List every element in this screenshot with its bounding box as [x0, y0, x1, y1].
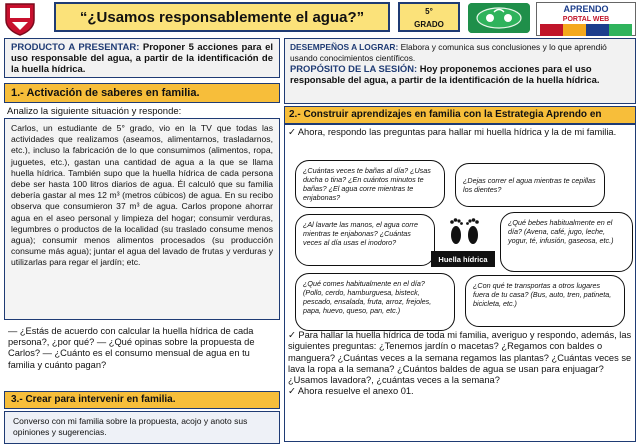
product-label: PRODUCTO A PRESENTAR: — [11, 42, 140, 53]
question-bubble-teeth: ¿Dejas correr el agua mientras te cepillas los dientes? — [455, 163, 605, 207]
question-bubble-bath: ¿Cuántas veces te bañas al día? ¿Usas ducha o tina? ¿En cuántos minutos te bañas? ¿El agua corre mientras te enjabonas? — [295, 160, 445, 208]
section3-title: 3.- Crear para intervenir en familia. — [11, 394, 176, 405]
section3-body — [4, 411, 280, 444]
section2-intro: ✓ Ahora, respondo las preguntas para hallar mi huella hídrica y la de mi familia. — [288, 127, 617, 137]
performance-box — [284, 38, 636, 104]
footprint-icon — [440, 215, 490, 247]
aprendo-logo-colorbar — [540, 24, 632, 36]
purpose-text: Hoy proponemos acciones para el uso responsable del agua, a partir de la identificación de la huella hídrica. — [290, 63, 600, 86]
section2-bottom — [288, 330, 633, 398]
huella-hidrica-label — [431, 251, 495, 267]
grade-number: 5° — [425, 7, 433, 16]
question-bubble-drinks: ¿Qué bebes habitualmente en el día? (Avena, café, jugo, leche, yogur, té, infusión, gaseosa, etc.) — [500, 212, 633, 272]
annex-instruction: ✓ Ahora resuelve el anexo 01. — [288, 386, 414, 397]
school-shield-logo — [4, 2, 36, 36]
page-title-text: “¿Usamos responsablemente el agua?” — [79, 8, 365, 26]
section2-title: 2.- Construir aprendizajes en familia con la Estrategia Aprendo en — [289, 109, 602, 120]
product-box — [4, 38, 280, 78]
purpose-label: PROPÓSITO DE LA SESIÓN: — [290, 63, 418, 75]
section1-instruction: Analizo la siguiente situación y responde: — [7, 106, 182, 117]
section3-text: Converso con mi familia sobre la propuesta, acojo y anoto sus opiniones y sugerencias. — [13, 416, 248, 437]
aprendo-logo-subtitle: PORTAL WEB — [562, 16, 610, 23]
grade-badge — [398, 2, 460, 32]
aprendo-logo-title: APRENDO — [563, 4, 609, 14]
section2-header — [284, 106, 636, 124]
product-text: Proponer 5 acciones para el uso responsable del agua, a partir de la identificación de la huella hídrica. — [11, 42, 273, 75]
performance-text: Elabora y comunica sus conclusiones y lo que aprendió usando conocimientos científicos. — [290, 42, 607, 63]
section1-title: 1.- Activación de saberes en familia. — [11, 87, 200, 99]
section1-header — [4, 83, 280, 103]
performance-label: DESEMPEÑOS A LOGRAR: — [290, 42, 399, 52]
page-title — [54, 2, 390, 32]
grade-label: GRADO — [414, 20, 444, 29]
question-bubble-transport: ¿Con qué te transportas a otros lugares fuera de tu casa? (Bus, auto, tren, patineta, bicicleta, etc.) — [465, 275, 625, 327]
family-questions: ✓ Para hallar la huella hídrica de toda mi familia, averiguo y respondo, además, las siguientes preguntas: ¿Tenemos jardín o macetas? ¿Regamos con baldes o manguera? ¿Cuántas veces a la semana regamos las plantas? ¿Cuántas veces se lava la ropa a la semana? ¿Cuántos baldes de agua se usan para enjuagar? ¿Usamos lavadora?, ¿cuántas veces a la semana? — [288, 330, 632, 386]
section3-header — [4, 391, 280, 409]
eco-logo — [468, 3, 530, 33]
aprendo-logo — [536, 2, 636, 36]
section1-questions: — ¿Estás de acuerdo con calcular la huella hídrica de cada persona?, ¿por qué? — ¿Qué opinas sobre la propuesta de Carlos? — ¿Cuánto es el consumo mensual de agua en tu familia y cuánto pagan? — [8, 326, 255, 370]
story-box — [4, 118, 280, 320]
huella-hidrica-text: Huella hídrica — [438, 254, 488, 264]
question-bubble-hands: ¿Al lavarte las manos, el agua corre mientras te enjabonas? ¿Cuántas veces al día usas el inodoro? — [295, 214, 435, 266]
question-bubble-food: ¿Qué comes habitualmente en el día? (Pollo, cerdo, hamburguesa, bisteck, pescado, ensalada, fruta, arroz, frejoles, papa, huevo, queso, pan, etc.) — [295, 273, 455, 331]
story-text: Carlos, un estudiante de 5° grado, vio en la TV que todas las actividades que realizamos (aseamos, alimentarnos, trasladarnos, etc.), incluso la fabricación de lo que consumimos (alimentos, ropa, juguetes, etc.), gastan una cantidad de agua a la que se llama huella hídrica. También supo que la huella hídrica de cada persona debe ser hasta 100 litros diarios de agua. Él calculó que su familia debería gastar al mes 12 m³ (metros cúbicos) de agua. En su recibo observa que consumieron 37 m³ de agua. Carlos propone ahorrar agua en el aseo personal y limpieza del hogar; consumir verduras, legumbres o productos de la localidad (su traslado consume menos agua); consumir menos alimentos procesados (su producción consume más agua); juntar el agua del lavado de frutas y verduras y utilizarlas para regar el jardín; etc. — [11, 123, 273, 268]
